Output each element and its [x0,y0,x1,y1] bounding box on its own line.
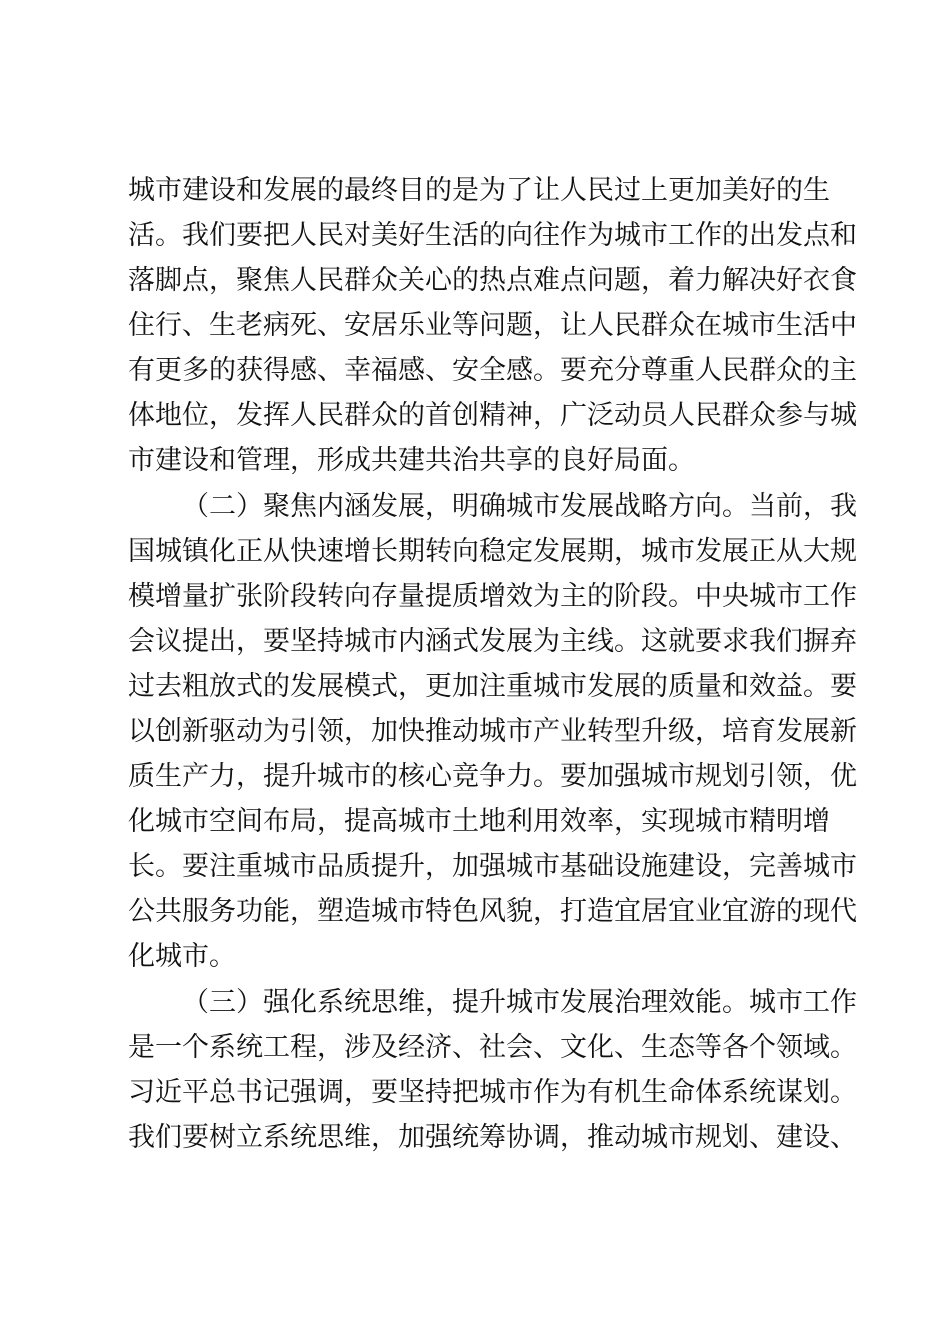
text-line: 长。要注重城市品质提升，加强城市基础设施建设，完善城市 [128,851,857,882]
text-line: （二）聚焦内涵发展，明确城市发展战略方向。当前，我 [182,491,857,522]
text-line: 国城镇化正从快速增长期转向稳定发展期，城市发展正从大规 [128,536,857,567]
text-line: 以创新驱动为引领，加快推动城市产业转型升级，培育发展新 [128,716,857,747]
text-line: 活。我们要把人民对美好生活的向往作为城市工作的出发点和 [128,220,857,251]
text-line: 住行、生老病死、安居乐业等问题，让人民群众在城市生活中 [128,310,857,341]
text-line: 城市建设和发展的最终目的是为了让人民过上更加美好的生 [128,175,830,206]
text-line: 化城市。 [128,941,236,972]
text-line: 有更多的获得感、幸福感、安全感。要充分尊重人民群众的主 [128,355,857,386]
text-line: 公共服务功能，塑造城市特色风貌，打造宜居宜业宜游的现代 [128,896,857,927]
text-line: 体地位，发挥人民群众的首创精神，广泛动员人民群众参与城 [128,400,857,431]
text-line: 我们要树立系统思维，加强统筹协调，推动城市规划、建设、 [128,1122,857,1153]
text-line: 质生产力，提升城市的核心竞争力。要加强城市规划引领，优 [128,761,857,792]
text-line: 习近平总书记强调，要坚持把城市作为有机生命体系统谋划。 [128,1077,857,1108]
text-line: 市建设和管理，形成共建共治共享的良好局面。 [128,445,695,476]
text-line: 是一个系统工程，涉及经济、社会、文化、生态等各个领域。 [128,1032,857,1063]
text-line: 落脚点，聚焦人民群众关心的热点难点问题，着力解决好衣食 [128,265,857,296]
text-line: （三）强化系统思维，提升城市发展治理效能。城市工作 [182,987,857,1018]
text-line: 会议提出，要坚持城市内涵式发展为主线。这就要求我们摒弃 [128,626,857,657]
text-line: 化城市空间布局，提高城市土地利用效率，实现城市精明增 [128,806,830,837]
text-line: 模增量扩张阶段转向存量提质增效为主的阶段。中央城市工作 [128,581,857,612]
text-line: 过去粗放式的发展模式，更加注重城市发展的质量和效益。要 [128,671,857,702]
